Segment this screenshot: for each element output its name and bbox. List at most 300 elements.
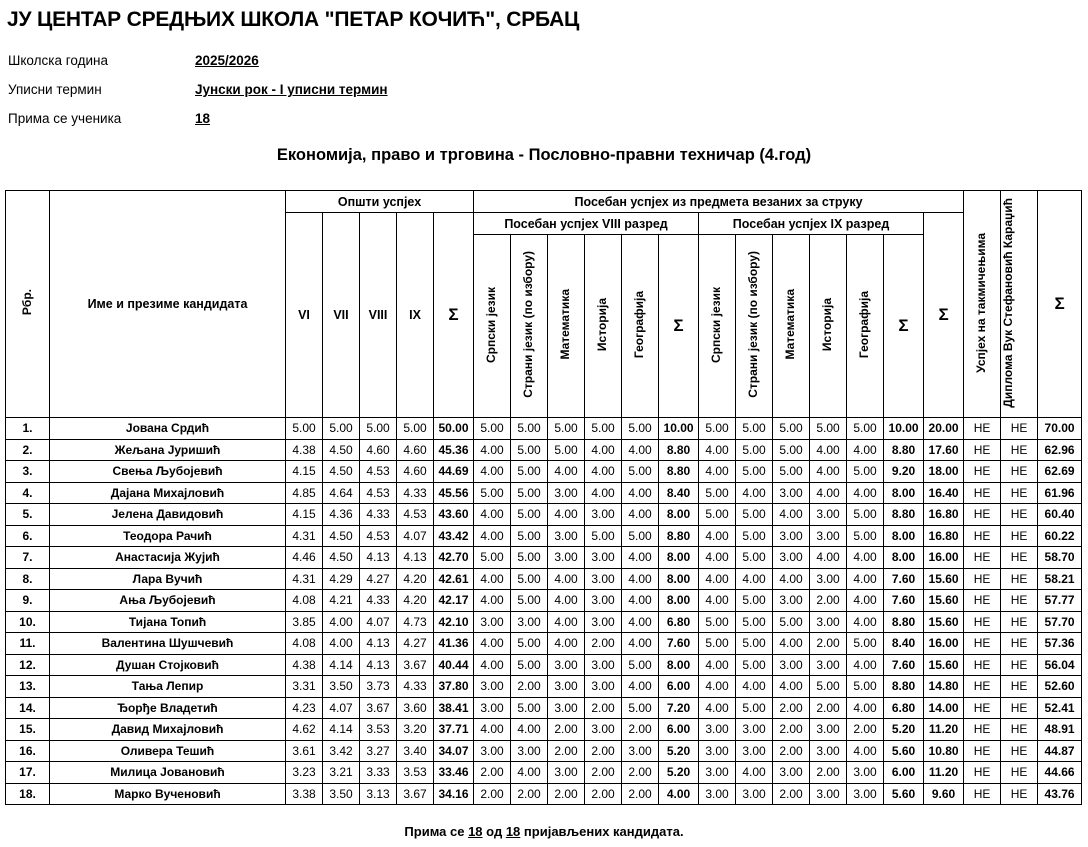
score-cell: 3.00 — [511, 740, 548, 762]
score-cell: 4.00 — [622, 439, 659, 461]
candidate-name: Јелена Давидовић — [50, 504, 286, 526]
score-cell: 62.69 — [1038, 461, 1082, 483]
header-special-ix: Посебан успјех IX разред — [699, 213, 924, 235]
score-cell: 3.00 — [810, 740, 847, 762]
row-number: 12. — [6, 654, 50, 676]
score-cell: 5.00 — [699, 611, 736, 633]
header-diploma: Диплома Вук Стефановић Караџић — [1001, 191, 1038, 418]
score-cell: 8.80 — [884, 676, 924, 698]
score-cell: 4.00 — [847, 697, 884, 719]
table-row — [6, 547, 1082, 569]
score-cell: 5.00 — [548, 439, 585, 461]
score-cell: 2.00 — [622, 762, 659, 784]
score-cell: 4.00 — [622, 568, 659, 590]
score-cell: 61.96 — [1038, 482, 1082, 504]
info-enrollment-term — [8, 82, 388, 97]
table-row — [6, 654, 1082, 676]
score-cell: НЕ — [964, 525, 1001, 547]
score-cell: 16.00 — [924, 633, 964, 655]
score-cell: НЕ — [964, 418, 1001, 440]
footer-prefix: Прима се — [404, 824, 465, 839]
header-viii-geography: Географија — [622, 235, 659, 418]
score-cell: 4.00 — [511, 719, 548, 741]
score-cell: 4.00 — [474, 654, 511, 676]
score-cell: 3.00 — [847, 762, 884, 784]
score-cell: 3.00 — [585, 568, 622, 590]
score-cell: 5.00 — [736, 525, 773, 547]
score-cell: 4.00 — [699, 654, 736, 676]
score-cell: НЕ — [1001, 418, 1038, 440]
score-cell: 5.00 — [773, 611, 810, 633]
score-cell: 4.60 — [397, 461, 434, 483]
results-body — [6, 418, 1082, 805]
score-cell: 4.53 — [360, 482, 397, 504]
program-title: Економија, право и трговина - Пословно-правни техничар (4.год) — [276, 146, 812, 164]
score-cell: 4.27 — [360, 568, 397, 590]
score-cell: 5.00 — [474, 547, 511, 569]
header-gen-viii: VIII — [360, 213, 397, 418]
score-cell: 3.33 — [360, 762, 397, 784]
score-cell: 4.00 — [847, 439, 884, 461]
score-cell: 4.00 — [548, 611, 585, 633]
row-number: 10. — [6, 611, 50, 633]
candidate-name: Ђорђе Владетић — [50, 697, 286, 719]
score-cell: 14.00 — [924, 697, 964, 719]
score-cell: 3.00 — [585, 676, 622, 698]
score-cell: 6.00 — [659, 676, 699, 698]
score-cell: 2.00 — [474, 783, 511, 805]
score-cell: 5.20 — [659, 740, 699, 762]
score-cell: 4.00 — [622, 611, 659, 633]
score-cell: 15.60 — [924, 590, 964, 612]
score-cell: 2.00 — [585, 697, 622, 719]
score-cell: 4.62 — [286, 719, 323, 741]
candidate-name: Давид Михајловић — [50, 719, 286, 741]
score-cell: 9.20 — [884, 461, 924, 483]
score-cell: 3.00 — [736, 740, 773, 762]
header-gen-vii: VII — [323, 213, 360, 418]
score-cell: 4.00 — [474, 590, 511, 612]
score-cell: 5.00 — [511, 633, 548, 655]
info-value: 18 — [195, 111, 211, 126]
score-cell: 5.00 — [511, 590, 548, 612]
score-cell: 5.00 — [736, 418, 773, 440]
score-cell: 3.00 — [773, 590, 810, 612]
score-cell: 4.64 — [323, 482, 360, 504]
row-number: 4. — [6, 482, 50, 504]
school-title: ЈУ ЦЕНТАР СРЕДЊИХ ШКОЛА "ПЕТАР КОЧИЋ", СРБАЦ — [7, 8, 580, 31]
candidate-name: Милица Јовановић — [50, 762, 286, 784]
score-cell: 15.60 — [924, 654, 964, 676]
score-cell: 4.38 — [286, 654, 323, 676]
score-cell: 8.00 — [659, 654, 699, 676]
score-cell: НЕ — [964, 611, 1001, 633]
score-cell: 2.00 — [847, 719, 884, 741]
header-viii-foreign: Страни језик (по избору) — [511, 235, 548, 418]
score-cell: 5.00 — [699, 504, 736, 526]
score-cell: 3.60 — [397, 697, 434, 719]
candidate-name: Жељана Јуришић — [50, 439, 286, 461]
table-row — [6, 633, 1082, 655]
candidate-name: Душан Стојковић — [50, 654, 286, 676]
score-cell: 2.00 — [511, 783, 548, 805]
header-gen-ix: IX — [397, 213, 434, 418]
score-cell: 3.00 — [585, 654, 622, 676]
score-cell: 42.10 — [434, 611, 474, 633]
score-cell: 8.80 — [884, 439, 924, 461]
score-cell: 52.60 — [1038, 676, 1082, 698]
score-cell: 3.00 — [622, 740, 659, 762]
score-cell: 3.00 — [548, 547, 585, 569]
score-cell: 8.80 — [884, 504, 924, 526]
score-cell: 16.80 — [924, 525, 964, 547]
score-cell: 3.00 — [773, 525, 810, 547]
score-cell: 45.36 — [434, 439, 474, 461]
score-cell: 8.80 — [884, 611, 924, 633]
header-ix-math: Математика — [773, 235, 810, 418]
row-number: 17. — [6, 762, 50, 784]
score-cell: 2.00 — [548, 719, 585, 741]
score-cell: НЕ — [1001, 719, 1038, 741]
score-cell: 4.00 — [622, 482, 659, 504]
score-cell: 4.31 — [286, 525, 323, 547]
header-competitions: Успјех на такмичењима — [964, 191, 1001, 418]
score-cell: 5.00 — [622, 461, 659, 483]
score-cell: 5.00 — [736, 504, 773, 526]
score-cell: 2.00 — [810, 762, 847, 784]
score-cell: 5.00 — [847, 504, 884, 526]
score-cell: 7.60 — [884, 568, 924, 590]
score-cell: 5.00 — [736, 697, 773, 719]
score-cell: 3.50 — [323, 676, 360, 698]
score-cell: НЕ — [1001, 611, 1038, 633]
score-cell: 4.00 — [622, 676, 659, 698]
score-cell: 4.00 — [659, 783, 699, 805]
score-cell: 16.80 — [924, 504, 964, 526]
row-number: 6. — [6, 525, 50, 547]
score-cell: 3.00 — [699, 719, 736, 741]
score-cell: 3.00 — [548, 654, 585, 676]
score-cell: НЕ — [1001, 654, 1038, 676]
score-cell: 4.00 — [847, 547, 884, 569]
score-cell: 5.00 — [474, 418, 511, 440]
score-cell: 2.00 — [548, 740, 585, 762]
header-special: Посебан успјех из предмета везаних за струку — [474, 191, 964, 213]
score-cell: НЕ — [964, 740, 1001, 762]
score-cell: 3.00 — [585, 719, 622, 741]
score-cell: 3.61 — [286, 740, 323, 762]
score-cell: 44.87 — [1038, 740, 1082, 762]
row-number: 5. — [6, 504, 50, 526]
candidate-name: Дајана Михајловић — [50, 482, 286, 504]
score-cell: НЕ — [1001, 762, 1038, 784]
score-cell: 17.60 — [924, 439, 964, 461]
score-cell: 7.20 — [659, 697, 699, 719]
score-cell: 4.60 — [360, 439, 397, 461]
score-cell: 4.00 — [810, 547, 847, 569]
score-cell: 5.00 — [323, 418, 360, 440]
score-cell: 5.00 — [622, 697, 659, 719]
candidate-name: Марко Вученовић — [50, 783, 286, 805]
score-cell: 5.00 — [548, 418, 585, 440]
score-cell: 4.33 — [360, 590, 397, 612]
score-cell: 3.00 — [810, 568, 847, 590]
score-cell: 3.00 — [773, 654, 810, 676]
score-cell: 4.00 — [548, 461, 585, 483]
score-cell: 3.00 — [810, 504, 847, 526]
score-cell: 4.36 — [323, 504, 360, 526]
score-cell: 3.40 — [397, 740, 434, 762]
header-ix-history: Историја — [810, 235, 847, 418]
score-cell: 3.00 — [585, 590, 622, 612]
score-cell: 4.00 — [847, 590, 884, 612]
score-cell: 3.00 — [773, 547, 810, 569]
score-cell: 4.08 — [286, 590, 323, 612]
score-cell: 16.00 — [924, 547, 964, 569]
info-label: Школска година — [8, 53, 108, 68]
score-cell: 4.00 — [736, 482, 773, 504]
score-cell: 4.00 — [810, 439, 847, 461]
score-cell: 15.60 — [924, 568, 964, 590]
header-viii-serbian: Српски језик — [474, 235, 511, 418]
score-cell: 3.13 — [360, 783, 397, 805]
score-cell: 3.27 — [360, 740, 397, 762]
candidate-name: Теодора Рачић — [50, 525, 286, 547]
score-cell: 3.00 — [511, 611, 548, 633]
row-number: 18. — [6, 783, 50, 805]
score-cell: 3.00 — [548, 762, 585, 784]
score-cell: 58.70 — [1038, 547, 1082, 569]
score-cell: 5.00 — [286, 418, 323, 440]
candidate-name: Анастасија Жујић — [50, 547, 286, 569]
score-cell: 48.91 — [1038, 719, 1082, 741]
score-cell: 4.13 — [360, 633, 397, 655]
score-cell: 3.00 — [810, 611, 847, 633]
table-row — [6, 461, 1082, 483]
score-cell: 3.23 — [286, 762, 323, 784]
footer-middle: од — [486, 824, 503, 839]
score-cell: 4.00 — [736, 762, 773, 784]
score-cell: 4.00 — [622, 504, 659, 526]
score-cell: 5.00 — [622, 418, 659, 440]
row-number: 3. — [6, 461, 50, 483]
score-cell: НЕ — [964, 676, 1001, 698]
score-cell: НЕ — [964, 461, 1001, 483]
score-cell: 3.00 — [699, 762, 736, 784]
score-cell: 57.70 — [1038, 611, 1082, 633]
score-cell: 5.00 — [511, 568, 548, 590]
row-number: 1. — [6, 418, 50, 440]
table-row — [6, 762, 1082, 784]
score-cell: 5.20 — [659, 762, 699, 784]
score-cell: 8.80 — [659, 461, 699, 483]
score-cell: 9.60 — [924, 783, 964, 805]
table-row — [6, 568, 1082, 590]
score-cell: 42.17 — [434, 590, 474, 612]
score-cell: 57.77 — [1038, 590, 1082, 612]
score-cell: НЕ — [1001, 525, 1038, 547]
score-cell: 4.00 — [847, 654, 884, 676]
score-cell: 4.50 — [323, 461, 360, 483]
score-cell: 3.00 — [548, 697, 585, 719]
score-cell: 3.00 — [810, 783, 847, 805]
header-viii-history: Историја — [585, 235, 622, 418]
score-cell: 4.20 — [397, 568, 434, 590]
score-cell: НЕ — [964, 590, 1001, 612]
score-cell: НЕ — [1001, 590, 1038, 612]
score-cell: 2.00 — [773, 719, 810, 741]
score-cell: 4.00 — [474, 719, 511, 741]
score-cell: 3.53 — [397, 762, 434, 784]
score-cell: 4.07 — [323, 697, 360, 719]
score-cell: 7.60 — [659, 633, 699, 655]
score-cell: НЕ — [964, 654, 1001, 676]
score-cell: 2.00 — [474, 762, 511, 784]
score-cell: 38.41 — [434, 697, 474, 719]
table-row — [6, 783, 1082, 805]
score-cell: 50.00 — [434, 418, 474, 440]
header-total-sigma: Σ — [1038, 191, 1082, 418]
score-cell: 6.00 — [884, 762, 924, 784]
score-cell: 8.00 — [884, 525, 924, 547]
score-cell: 2.00 — [773, 697, 810, 719]
score-cell: 8.80 — [659, 525, 699, 547]
score-cell: 8.00 — [659, 547, 699, 569]
score-cell: 4.00 — [511, 762, 548, 784]
score-cell: 4.00 — [699, 547, 736, 569]
score-cell: НЕ — [1001, 461, 1038, 483]
score-cell: 41.36 — [434, 633, 474, 655]
score-cell: НЕ — [964, 633, 1001, 655]
header-ix-foreign: Страни језик (по избору) — [736, 235, 773, 418]
score-cell: 5.00 — [847, 461, 884, 483]
score-cell: 4.00 — [474, 633, 511, 655]
score-cell: 3.00 — [810, 654, 847, 676]
score-cell: 2.00 — [548, 783, 585, 805]
score-cell: 5.00 — [773, 461, 810, 483]
score-cell: 4.00 — [736, 676, 773, 698]
score-cell: 3.00 — [585, 611, 622, 633]
header-ix-serbian: Српски језик — [699, 235, 736, 418]
score-cell: 5.00 — [736, 590, 773, 612]
score-cell: 2.00 — [810, 633, 847, 655]
score-cell: 4.00 — [474, 504, 511, 526]
score-cell: НЕ — [964, 783, 1001, 805]
score-cell: 5.00 — [736, 439, 773, 461]
score-cell: 4.00 — [474, 461, 511, 483]
score-cell: 5.60 — [884, 740, 924, 762]
score-cell: 4.13 — [360, 547, 397, 569]
score-cell: 4.00 — [847, 482, 884, 504]
table-row — [6, 697, 1082, 719]
score-cell: 4.38 — [286, 439, 323, 461]
table-row — [6, 525, 1082, 547]
score-cell: 4.15 — [286, 461, 323, 483]
score-cell: НЕ — [964, 568, 1001, 590]
score-cell: 5.60 — [884, 783, 924, 805]
score-cell: 56.04 — [1038, 654, 1082, 676]
score-cell: НЕ — [1001, 568, 1038, 590]
table-row — [6, 439, 1082, 461]
score-cell: 42.61 — [434, 568, 474, 590]
score-cell: 8.00 — [884, 547, 924, 569]
score-cell: 4.33 — [360, 504, 397, 526]
score-cell: НЕ — [964, 547, 1001, 569]
score-cell: 8.00 — [884, 482, 924, 504]
score-cell: 3.38 — [286, 783, 323, 805]
score-cell: 5.00 — [847, 633, 884, 655]
info-accepted-students — [8, 111, 210, 126]
score-cell: 2.00 — [511, 676, 548, 698]
score-cell: 37.71 — [434, 719, 474, 741]
score-cell: 4.00 — [699, 676, 736, 698]
score-cell: 5.00 — [847, 676, 884, 698]
score-cell: 11.20 — [924, 762, 964, 784]
score-cell: 4.00 — [323, 611, 360, 633]
table-row — [6, 676, 1082, 698]
score-cell: 3.67 — [360, 697, 397, 719]
score-cell: НЕ — [964, 482, 1001, 504]
header-ix-geography: Географија — [847, 235, 884, 418]
score-cell: 4.00 — [699, 590, 736, 612]
score-cell: 4.00 — [773, 568, 810, 590]
info-school-year — [8, 53, 259, 68]
score-cell: 4.50 — [323, 525, 360, 547]
score-cell: 4.73 — [397, 611, 434, 633]
score-cell: 5.00 — [773, 439, 810, 461]
candidate-name: Тијана Топић — [50, 611, 286, 633]
score-cell: 5.00 — [847, 418, 884, 440]
score-cell: 2.00 — [622, 719, 659, 741]
score-cell: 4.00 — [699, 525, 736, 547]
candidate-name: Лара Вучић — [50, 568, 286, 590]
score-cell: 8.40 — [884, 633, 924, 655]
score-cell: 4.00 — [773, 504, 810, 526]
score-cell: 4.00 — [585, 482, 622, 504]
score-cell: 5.00 — [511, 418, 548, 440]
score-cell: НЕ — [1001, 439, 1038, 461]
score-cell: 5.00 — [699, 418, 736, 440]
score-cell: 37.80 — [434, 676, 474, 698]
score-cell: 3.00 — [699, 740, 736, 762]
score-cell: 5.00 — [736, 547, 773, 569]
score-cell: 3.00 — [474, 611, 511, 633]
candidate-name: Валентина Шушчевић — [50, 633, 286, 655]
info-label: Прима се ученика — [8, 111, 122, 126]
score-cell: 3.00 — [773, 482, 810, 504]
score-cell: 4.00 — [699, 697, 736, 719]
score-cell: 4.00 — [474, 439, 511, 461]
score-cell: 3.00 — [736, 783, 773, 805]
score-cell: 4.00 — [474, 568, 511, 590]
score-cell: 7.60 — [884, 590, 924, 612]
score-cell: 6.80 — [884, 697, 924, 719]
score-cell: 4.00 — [699, 461, 736, 483]
score-cell: 3.00 — [699, 783, 736, 805]
score-cell: 4.14 — [323, 654, 360, 676]
score-cell: НЕ — [1001, 783, 1038, 805]
score-cell: 43.60 — [434, 504, 474, 526]
score-cell: НЕ — [964, 697, 1001, 719]
score-cell: 3.31 — [286, 676, 323, 698]
score-cell: 4.15 — [286, 504, 323, 526]
score-cell: 45.56 — [434, 482, 474, 504]
score-cell: 4.00 — [847, 568, 884, 590]
score-cell: НЕ — [1001, 676, 1038, 698]
header-name: Име и презиме кандидата — [50, 191, 286, 418]
score-cell: 2.00 — [622, 783, 659, 805]
score-cell: 14.80 — [924, 676, 964, 698]
